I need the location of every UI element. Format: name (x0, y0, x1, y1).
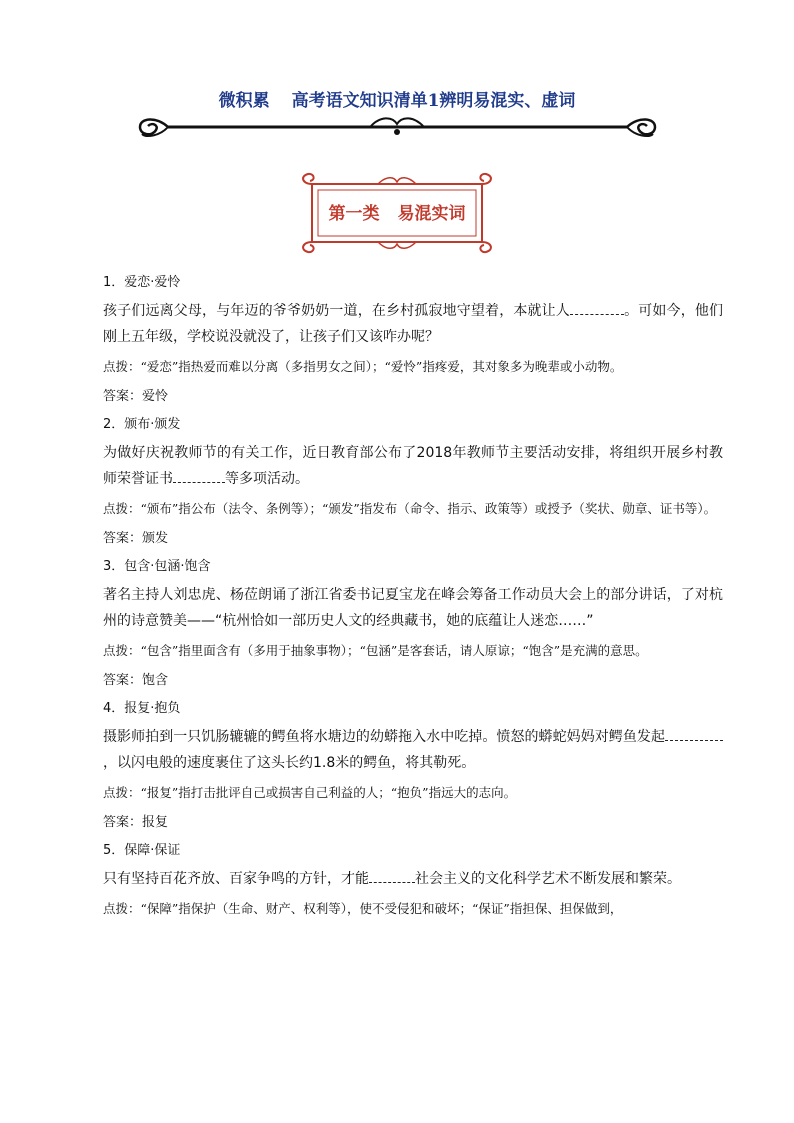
category-number: 第一类 (328, 204, 380, 224)
category-name: 易混实词 (397, 204, 466, 224)
item-sentence: 为做好庆祝教师节的有关工作，近日教育部公布了2018年教师节主要活动安排，将组织开展乡村教师荣誉证书 等多项活动。 (103, 445, 723, 487)
item-hint: 点拨：“颁布”指公布（法令、条例等）；“颁发”指发布（命令、指示、政策等）或授予（奖状、勋章、证书等）。 (103, 501, 717, 516)
item-hint: 点拨：“报复”指打击批评自己或损害自己利益的人；“抱负”指远大的志向。 (103, 785, 517, 800)
item-2 (103, 412, 723, 552)
item-heading: 2．颁布·颁发 (103, 417, 181, 432)
item-4 (103, 696, 723, 836)
item-5 (103, 838, 723, 922)
category-label (298, 199, 496, 224)
item-hint: 点拨：“爱恋”指热爱而难以分离（多指男女之间）；“爱怜”指疼爱，其对象多为晚辈或小动物。 (103, 359, 623, 374)
item-3 (103, 554, 723, 694)
ornamental-divider (130, 112, 665, 142)
item-hint: 点拨：“包含”指里面含有（多用于抽象事物）；“包涵”是客套话，请人原谅；“饱含”是充满的意思。 (103, 643, 648, 658)
document-title (0, 86, 794, 111)
item-answer: 答案：饱含 (103, 673, 169, 688)
item-answer: 答案：报复 (103, 815, 169, 830)
answer-blank (173, 468, 225, 483)
item-heading: 1．爱恋·爱怜 (103, 275, 181, 290)
item-answer: 答案：颁发 (103, 531, 169, 546)
item-sentence: 摄影师拍到一只饥肠辘辘的鳄鱼将水塘边的幼蟒拖入水中吃掉。愤怒的蟒蛇妈妈对鳄鱼发起，以闪电般的速度裹住了这头长约1.8米的鳄鱼，将其勒死。 (103, 724, 723, 776)
item-heading: 3．包含·包涵·饱含 (103, 559, 211, 574)
answer-blank (570, 300, 624, 315)
item-sentence: 只有坚持百花齐放、百家争鸣的方针，才能 社会主义的文化科学艺术不断发展和繁荣。 (103, 866, 723, 892)
item-sentence: 著名主持人刘忠虎、杨莅朗诵了浙江省委书记夏宝龙在峰会筹备工作动员大会上的部分讲话，了对杭州的诗意赞美——“杭州恰如一部历史人文的经典藏书，她的底蕴让人迷恋……” (103, 587, 723, 629)
answer-blank (369, 868, 415, 883)
item-answer: 答案：爱怜 (103, 389, 169, 404)
title-main: 高考语文知识清单1辨明易混实、虚词 (291, 91, 576, 111)
item-sentence: 孩子们远离父母，与年迈的爷爷奶奶一道，在乡村孤寂地守望着，本就让人 。可如今，他们刚上五年级，学校说没就没了，让孩子们又该咋办呢？ (103, 298, 723, 350)
item-hint: 点拨：“保障”指保护（生命、财产、权利等），使不受侵犯和破坏；“保证”指担保、担保做到， (103, 901, 623, 916)
title-prefix: 微积累 (218, 91, 270, 111)
answer-blank (665, 726, 723, 741)
item-heading: 4．报复·抱负 (103, 701, 181, 716)
item-1 (103, 270, 723, 410)
content (103, 268, 723, 926)
item-heading: 5．保障·保证 (103, 843, 181, 858)
